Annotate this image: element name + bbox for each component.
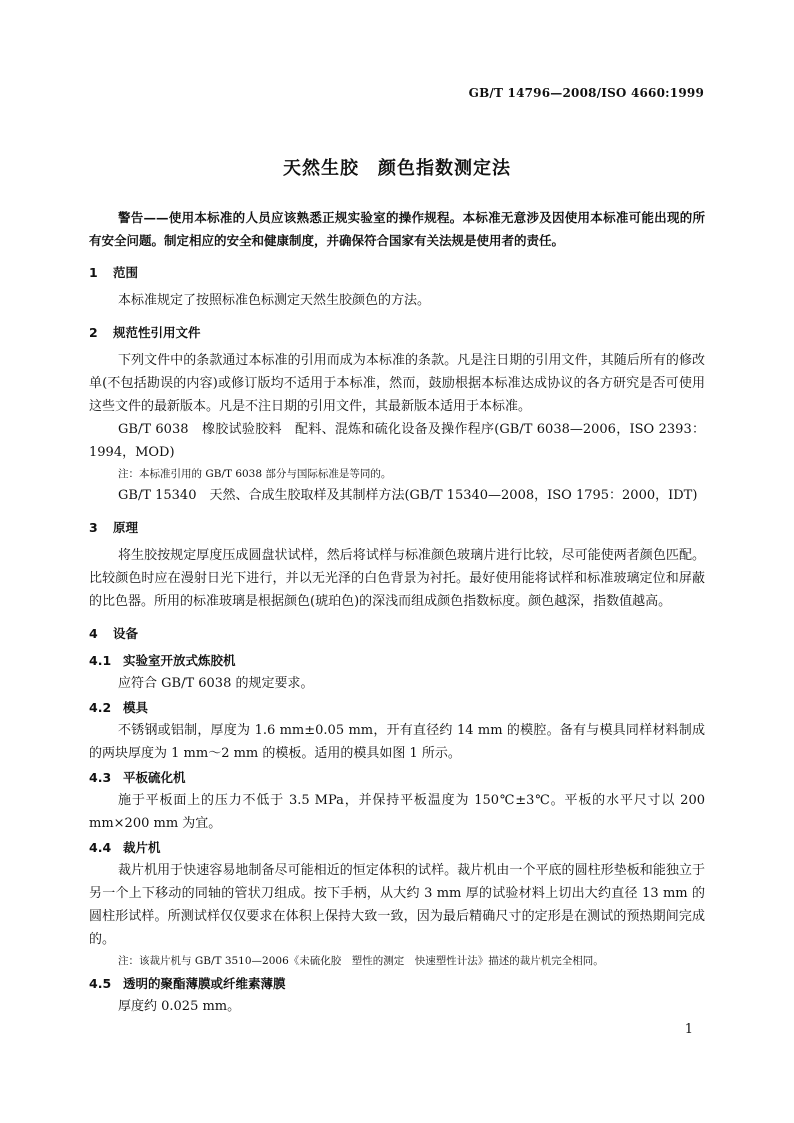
- section-title: 设备: [113, 626, 139, 641]
- document-body: [89, 206, 705, 1018]
- section-2-heading: [89, 322, 705, 344]
- reference-note: 注：本标准引用的 GB/T 6038 部分与国际标准是等同的。: [118, 468, 392, 480]
- reference-gbt15340: GB/T 15340 天然、合成生胶取样及其制样方法(GB/T 15340—2008，ISO 1795：2000，IDT): [118, 488, 698, 503]
- section-title: 范围: [113, 265, 139, 280]
- subsection-title: 裁片机: [123, 840, 161, 855]
- section-3-heading: [89, 517, 705, 539]
- page-number: 1: [684, 1022, 693, 1037]
- standard-code: GB/T 14796—2008/ISO 4660:1999: [468, 86, 704, 100]
- reference-gbt6038: GB/T 6038 橡胶试验胶料 配料、混炼和硫化设备及操作程序(GB/T 6038—2006，ISO 2393：1994，MOD): [89, 422, 705, 460]
- section-4-2-text: 不锈钢或铝制，厚度为 1.6 mm±0.05 mm，开有直径约 14 mm 的模腔。备有与模具同样材料制成的两块厚度为 1 mm～2 mm 的模板。适用的模具如图 1 所示。: [89, 723, 705, 761]
- subsection-number: 4.4: [89, 840, 112, 855]
- section-4-4-heading: [89, 837, 705, 859]
- subsection-title: 平板硫化机: [123, 770, 186, 785]
- subsection-title: 实验室开放式炼胶机: [123, 653, 236, 668]
- subsection-title: 透明的聚酯薄膜或纤维素薄膜: [123, 976, 286, 991]
- subsection-number: 4.2: [89, 700, 112, 715]
- section-4-5-text: 厚度约 0.025 mm。: [118, 999, 241, 1014]
- subsection-number: 4.3: [89, 770, 112, 785]
- section-4-heading: [89, 623, 705, 645]
- subsection-title: 模具: [123, 700, 149, 715]
- section-number: 4: [89, 626, 98, 641]
- section-4-4-note: 注：该裁片机与 GB/T 3510—2006《未硫化胶 塑性的测定 快速塑性计法》描述的裁片机完全相同。: [118, 955, 604, 967]
- section-title: 原理: [113, 520, 139, 535]
- section-1-heading: [89, 262, 705, 284]
- section-number: 1: [89, 265, 98, 280]
- subsection-number: 4.5: [89, 976, 112, 991]
- warning-paragraph: 警告——使用本标准的人员应该熟悉正规实验室的操作规程。本标准无意涉及因使用本标准可能出现的所有安全问题。制定相应的安全和健康制度，并确保符合国家有关法规是使用者的责任。: [89, 210, 705, 248]
- section-4-1-text: 应符合 GB/T 6038 的规定要求。: [118, 676, 314, 691]
- section-title: 规范性引用文件: [113, 325, 201, 340]
- section-4-1-heading: [89, 650, 705, 672]
- section-4-3-text: 施于平板面上的压力不低于 3.5 MPa，并保持平板温度为 150℃±3℃。平板的水平尺寸以 200 mm×200 mm 为宜。: [89, 793, 705, 831]
- section-1-text: 本标准规定了按照标准色标测定天然生胶颜色的方法。: [118, 293, 431, 308]
- section-4-5-heading: [89, 973, 705, 995]
- section-4-3-heading: [89, 767, 705, 789]
- section-2-text: 下列文件中的条款通过本标准的引用而成为本标准的条款。凡是注日期的引用文件，其随后所有的修改单(不包括勘误的内容)或修订版均不适用于本标准，然而，鼓励根据本标准达成协议的各方研究是否可使用这些文件的最新版本。凡是不注日期的引用文件，其最新版本适用于本标准。: [89, 353, 705, 414]
- document-title: 天然生胶 颜色指数测定法: [283, 158, 511, 179]
- section-number: 3: [89, 520, 98, 535]
- section-4-2-heading: [89, 697, 705, 719]
- subsection-number: 4.1: [89, 653, 112, 668]
- section-number: 2: [89, 325, 98, 340]
- section-4-4-text: 裁片机用于快速容易地制备尽可能相近的恒定体积的试样。裁片机由一个平底的圆柱形垫板和能独立于另一个上下移动的同轴的管状刀组成。按下手柄，从大约 3 mm 厚的试验材料上切出大约直径 13 mm 的圆柱形试样。所测试样仅仅要求在体积上保持大致一致，因为最后精确尺寸的定形是在测试的预热期间完成的。: [89, 863, 705, 947]
- section-3-text: 将生胶按规定厚度压成圆盘状试样，然后将试样与标准颜色玻璃片进行比较，尽可能使两者颜色匹配。比较颜色时应在漫射日光下进行，并以无光泽的白色背景为衬托。最好使用能将试样和标准玻璃定位和屏蔽的比色器。所用的标准玻璃是根据颜色(琥珀色)的深浅而组成颜色指数标度。颜色越深，指数值越高。: [89, 548, 705, 609]
